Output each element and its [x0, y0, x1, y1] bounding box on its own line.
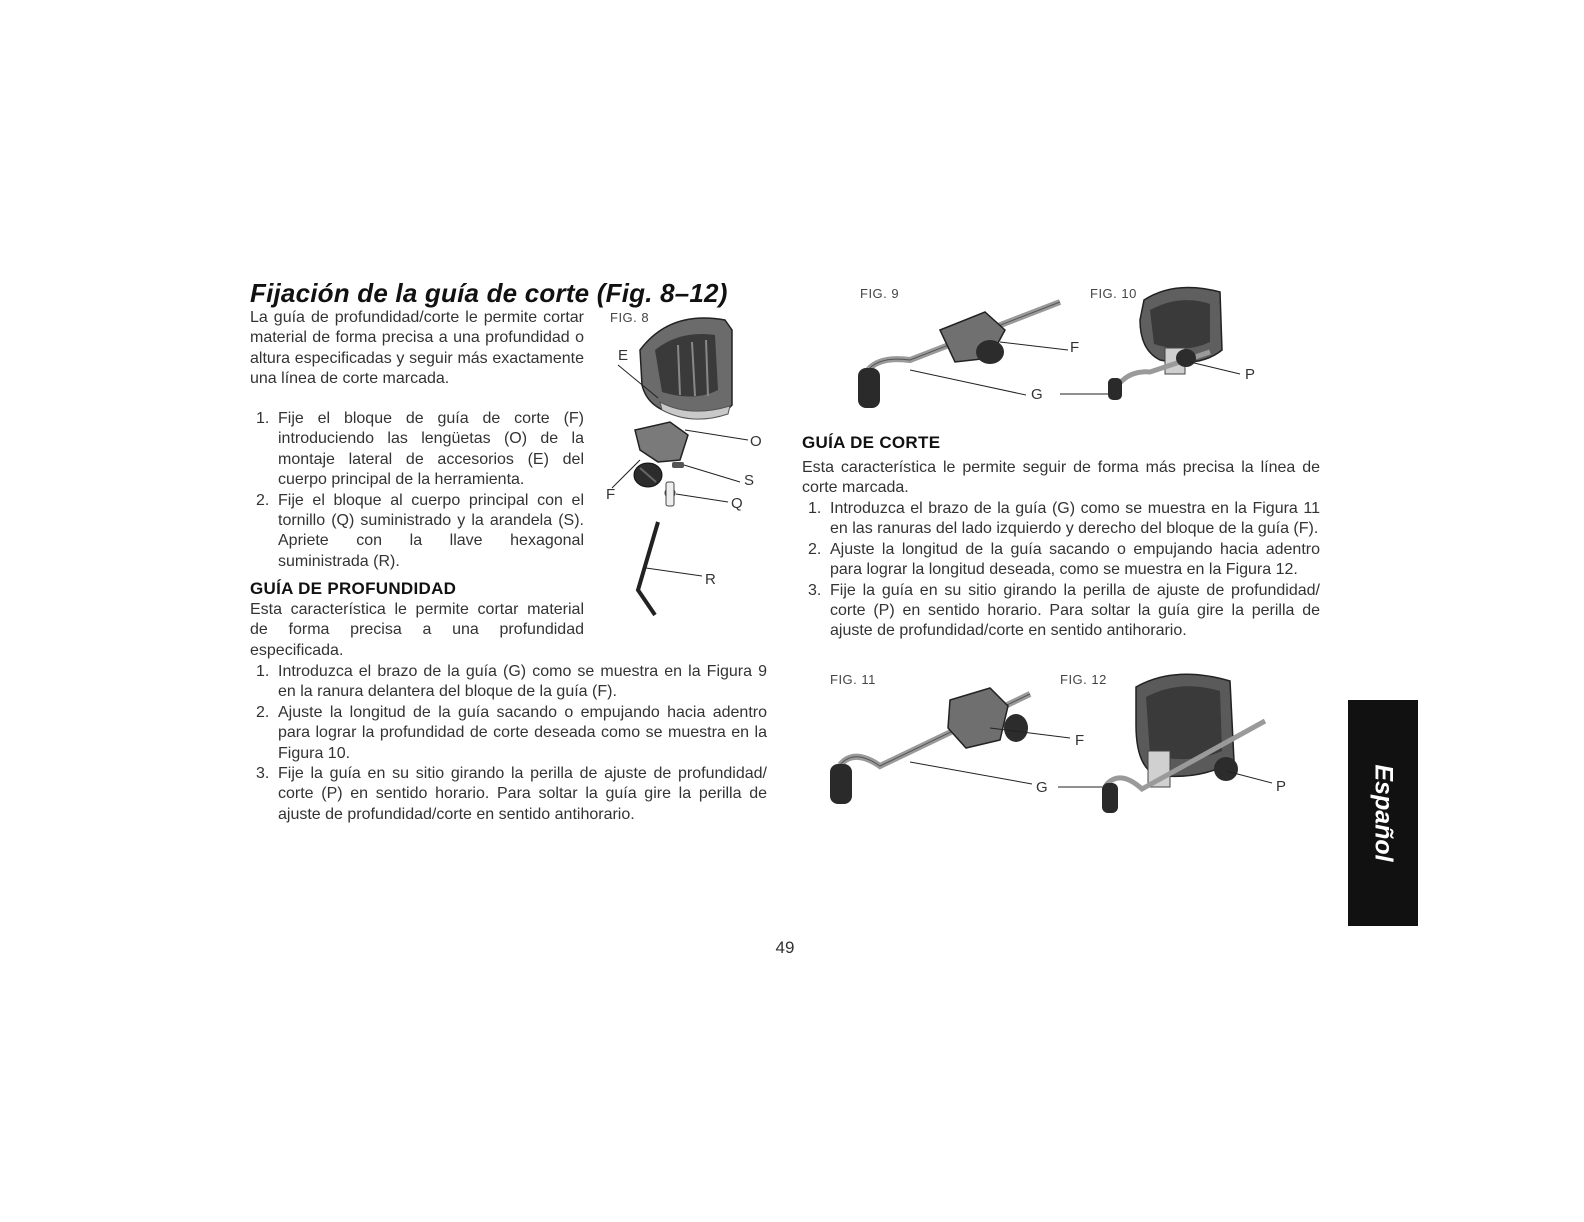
fig8-callout-s: S	[744, 472, 755, 489]
fig8-label: FIG. 8	[610, 310, 650, 325]
fig11-illustration	[820, 670, 1060, 820]
cut-guide-steps	[804, 499, 1320, 642]
fig12-label: FIG. 12	[1060, 672, 1107, 687]
list-item: 2. Ajuste la longitud de la guía sacando o empujando hacia adentro para lograr la profundidad de corte deseada como se muestra en la Figura 10.	[256, 703, 767, 762]
list-item: 3. Fije la guía en su sitio girando la perilla de ajuste de profundidad/ corte (P) en sentido horario. Para soltar la guía gire la perilla de ajuste de profundidad/corte en sentido antihorario.	[256, 765, 767, 823]
attach-steps-list	[252, 409, 584, 572]
page-title: Fijación de la guía de corte (Fig. 8–12)	[250, 278, 728, 308]
depth-guide-steps	[252, 662, 767, 825]
list-item: 2. Ajuste la longitud de la guía sacando o empujando hacia adentro para lograr la longitud deseada, como se muestra en la Figura 12.	[808, 540, 1320, 579]
fig12-callout-p: P	[1276, 778, 1287, 795]
depth-guide-intro: Esta característica le permite cortar material de forma precisa a una profundidad especificada.	[250, 601, 584, 659]
page-number: 49	[775, 938, 795, 957]
fig8-callout-f: F	[606, 486, 616, 503]
fig8-callout-e: E	[618, 347, 629, 364]
intro-paragraph: La guía de profundidad/corte le permite cortar material de forma precisa a una profundidad o altura especificadas y seguir más exactamente una línea de corte marcada.	[250, 309, 584, 388]
fig8-callout-r: R	[705, 571, 716, 588]
fig8-callout-o: O	[750, 433, 762, 450]
fig8-callout-q: Q	[731, 495, 743, 512]
fig10-illustration	[1050, 280, 1250, 410]
list-item: 2. Fije el bloque al cuerpo principal con el tornillo (Q) suministrado y la arandela (S). Apriete con la llave hexagonal suministrada (R).	[256, 491, 584, 570]
fig9-label: FIG. 9	[860, 286, 900, 301]
fig11-label: FIG. 11	[830, 672, 876, 687]
fig11-callout-f: F	[1075, 732, 1085, 749]
cut-guide-intro: Esta característica le permite seguir de forma más precisa la línea de corte marcada.	[802, 459, 1320, 497]
list-item: 1. Introduzca el brazo de la guía (G) como se muestra en la Figura 9 en la ranura delantera del bloque de la guía (F).	[256, 663, 767, 701]
fig10-label: FIG. 10	[1090, 286, 1137, 301]
fig11-callout-g: G	[1036, 779, 1048, 796]
cut-guide-heading: GUÍA DE CORTE	[802, 433, 941, 452]
fig10-callout-p: P	[1245, 366, 1256, 383]
depth-guide-heading: GUÍA DE PROFUNDIDAD	[250, 579, 457, 598]
list-item: 1. Introduzca el brazo de la guía (G) como se muestra en la Figura 11 en las ranuras del lado izquierdo y derecho del bloque de la guía (F).	[808, 500, 1320, 538]
language-tab-label: Español	[1369, 764, 1398, 862]
fig9-callout-f: F	[1070, 339, 1080, 356]
fig12-illustration	[1050, 665, 1280, 825]
language-tab	[1348, 700, 1418, 926]
list-item: 3. Fije la guía en su sitio girando la perilla de ajuste de profundidad/ corte (P) en sentido horario. Para soltar la guía gire la perilla de ajuste de profundidad/corte en sentido antihorario.	[808, 581, 1320, 640]
fig9-callout-g: G	[1031, 386, 1043, 403]
list-item: 1. Fije el bloque de guía de corte (F) introduciendo las lengüetas (O) de la montaje lateral de accesorios (E) del cuerpo principal de la herramienta.	[256, 410, 584, 489]
